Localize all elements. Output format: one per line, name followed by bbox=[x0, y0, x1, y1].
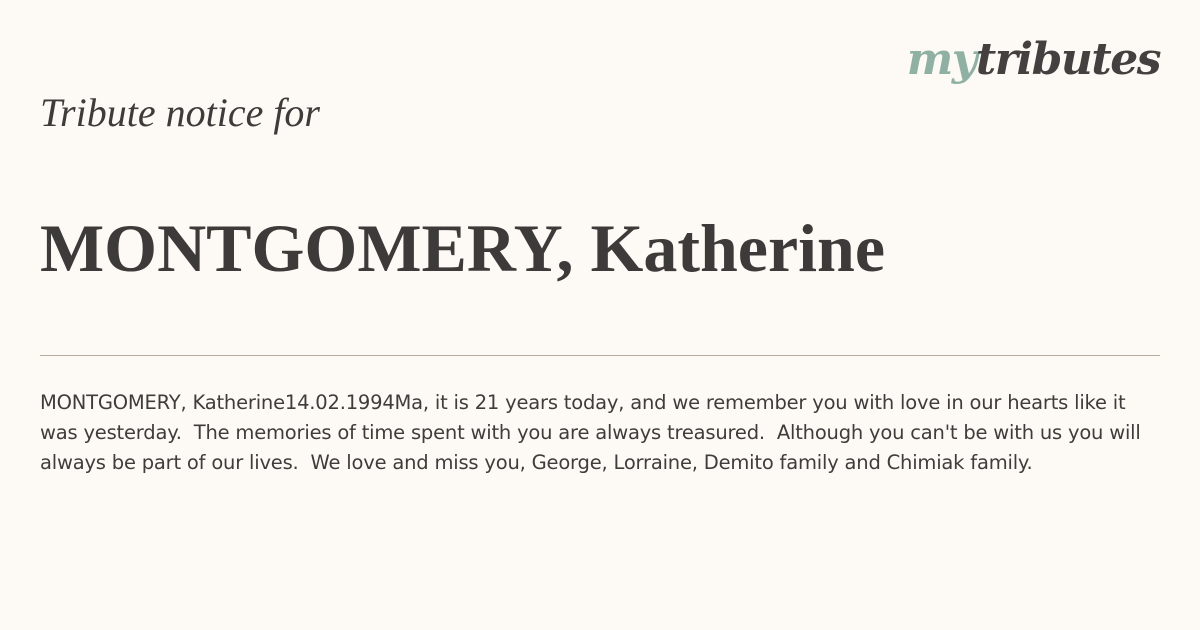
logo-my: my bbox=[906, 34, 976, 85]
mytributes-logo[interactable] bbox=[907, 30, 1160, 90]
notice-body-text: MONTGOMERY, Katherine14.02.1994Ma, it is 21 years today, and we remember you with love in our hearts like it was yesterday. The memories of time spent with you are always treasured. Although you can't be with us you will always be part of our lives. We love and miss you, George, Lorraine, Demito family and Chimiak family. bbox=[40, 391, 1147, 474]
tribute-notice-kicker: Tribute notice for bbox=[40, 90, 320, 135]
deceased-name-heading: MONTGOMERY, Katherine bbox=[40, 210, 886, 286]
divider bbox=[40, 355, 1160, 356]
logo-tributes: tributes bbox=[975, 34, 1160, 85]
